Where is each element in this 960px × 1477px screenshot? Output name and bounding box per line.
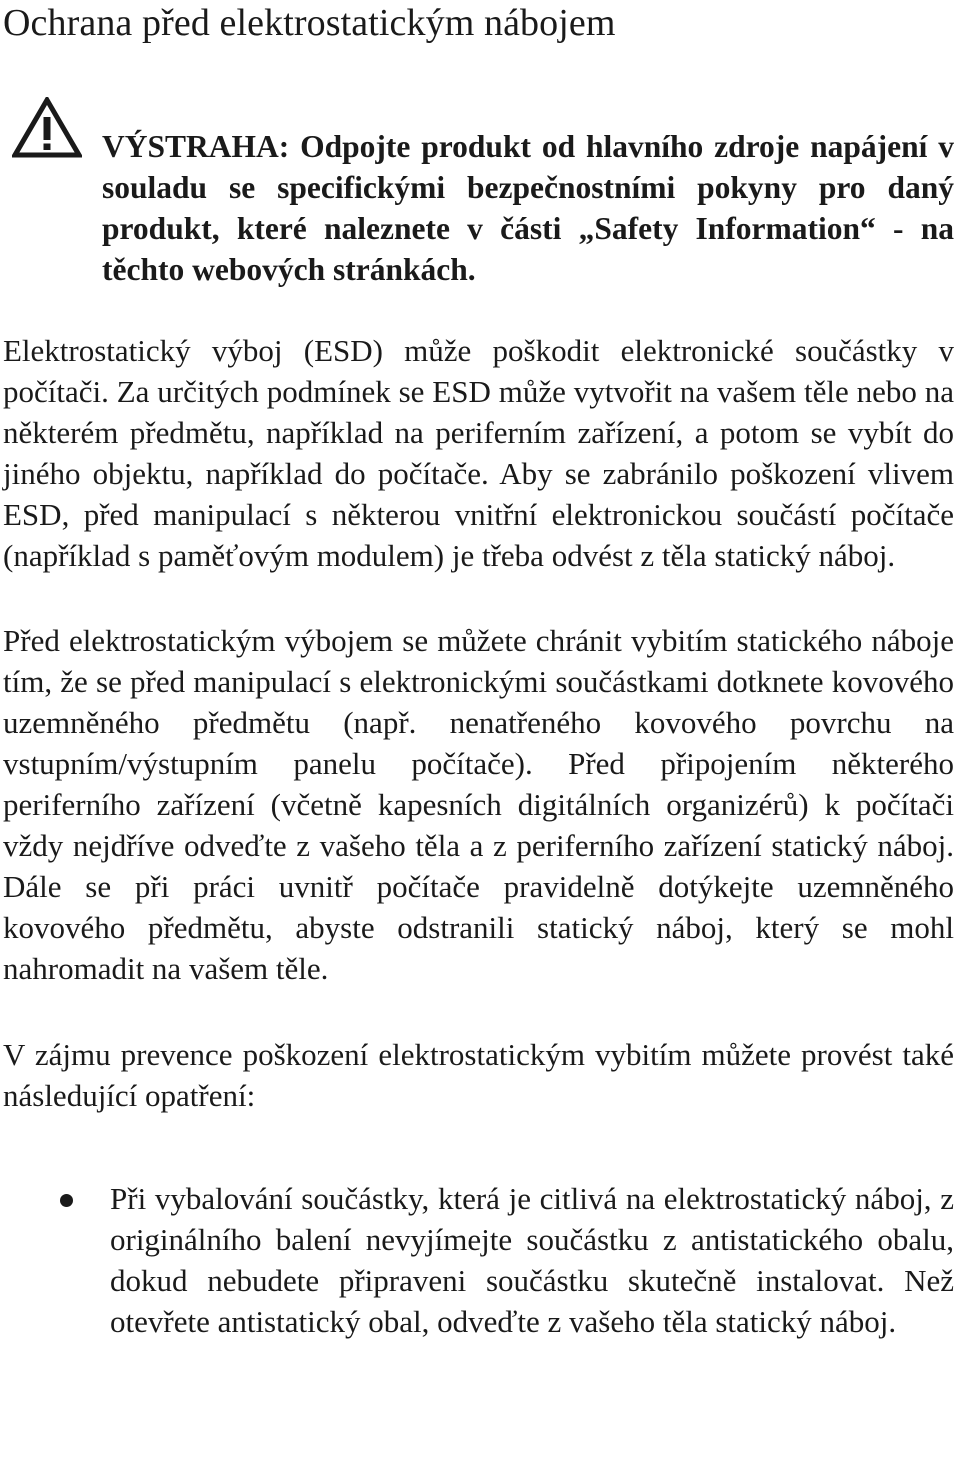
paragraph-esd-intro: Elektrostatický výboj (ESD) může poškodit elektronické součástky v počítači. Za určitých podmínek se ESD může vytvořit na vašem těle nebo na některém předmětu, například na periferním zařízení, a potom se vybít do jiného objektu, například do počítače. Aby se zabránilo poškození vlivem ESD, před manipulací s některou vnitřní elektronickou součástí počítače (například s paměťovým modulem) je třeba odvést z těla statický náboj. bbox=[3, 333, 954, 573]
bullet-dot-icon bbox=[60, 1194, 73, 1207]
page-title: Ochrana před elektrostatickým nábojem bbox=[3, 2, 616, 44]
list-item-text: Při vybalování součástky, která je citlivá na elektrostatický náboj, z originálního balení nevyjímejte součástku z antistatického obalu, dokud nebudete připraveni součástku skutečně instalovat. Než otevřete antistatický obal, odveďte z vašeho těla statický náboj. bbox=[110, 1181, 954, 1339]
paragraph-esd-protection: Před elektrostatickým výbojem se můžete chránit vybitím statického náboje tím, že se před manipulací s elektronickými součástkami dotknete kovového uzemněného předmětu (např. nenatřeného kovového povrchu na vstupním/výstupním panelu počítače). Před připojením některého periferního zařízení (včetně kapesních digitálních organizérů) k počítači vždy nejdříve odveďte z vašeho těla a z periferního zařízení statický náboj. Dále se při práci uvnitř počítače pravidelně dotýkejte uzemněného kovového předmětu, abyste odstranili statický náboj, který se mohl nahromadit na vašem těle. bbox=[3, 623, 954, 986]
measures-list bbox=[3, 1178, 954, 1342]
warning-text: VÝSTRAHA: Odpojte produkt od hlavního zdroje napájení v souladu se specifickými bezpečnostními pokyny pro daný produkt, které naleznete v části „Safety Information“ - na těchto webových stránkách. bbox=[102, 129, 954, 287]
warning-triangle-icon bbox=[12, 97, 82, 159]
warning-block bbox=[3, 97, 954, 287]
paragraph-esd-measures: V zájmu prevence poškození elektrostatickým vybitím můžete provést také následující opatření: bbox=[3, 1037, 954, 1113]
list-item bbox=[3, 1178, 954, 1342]
